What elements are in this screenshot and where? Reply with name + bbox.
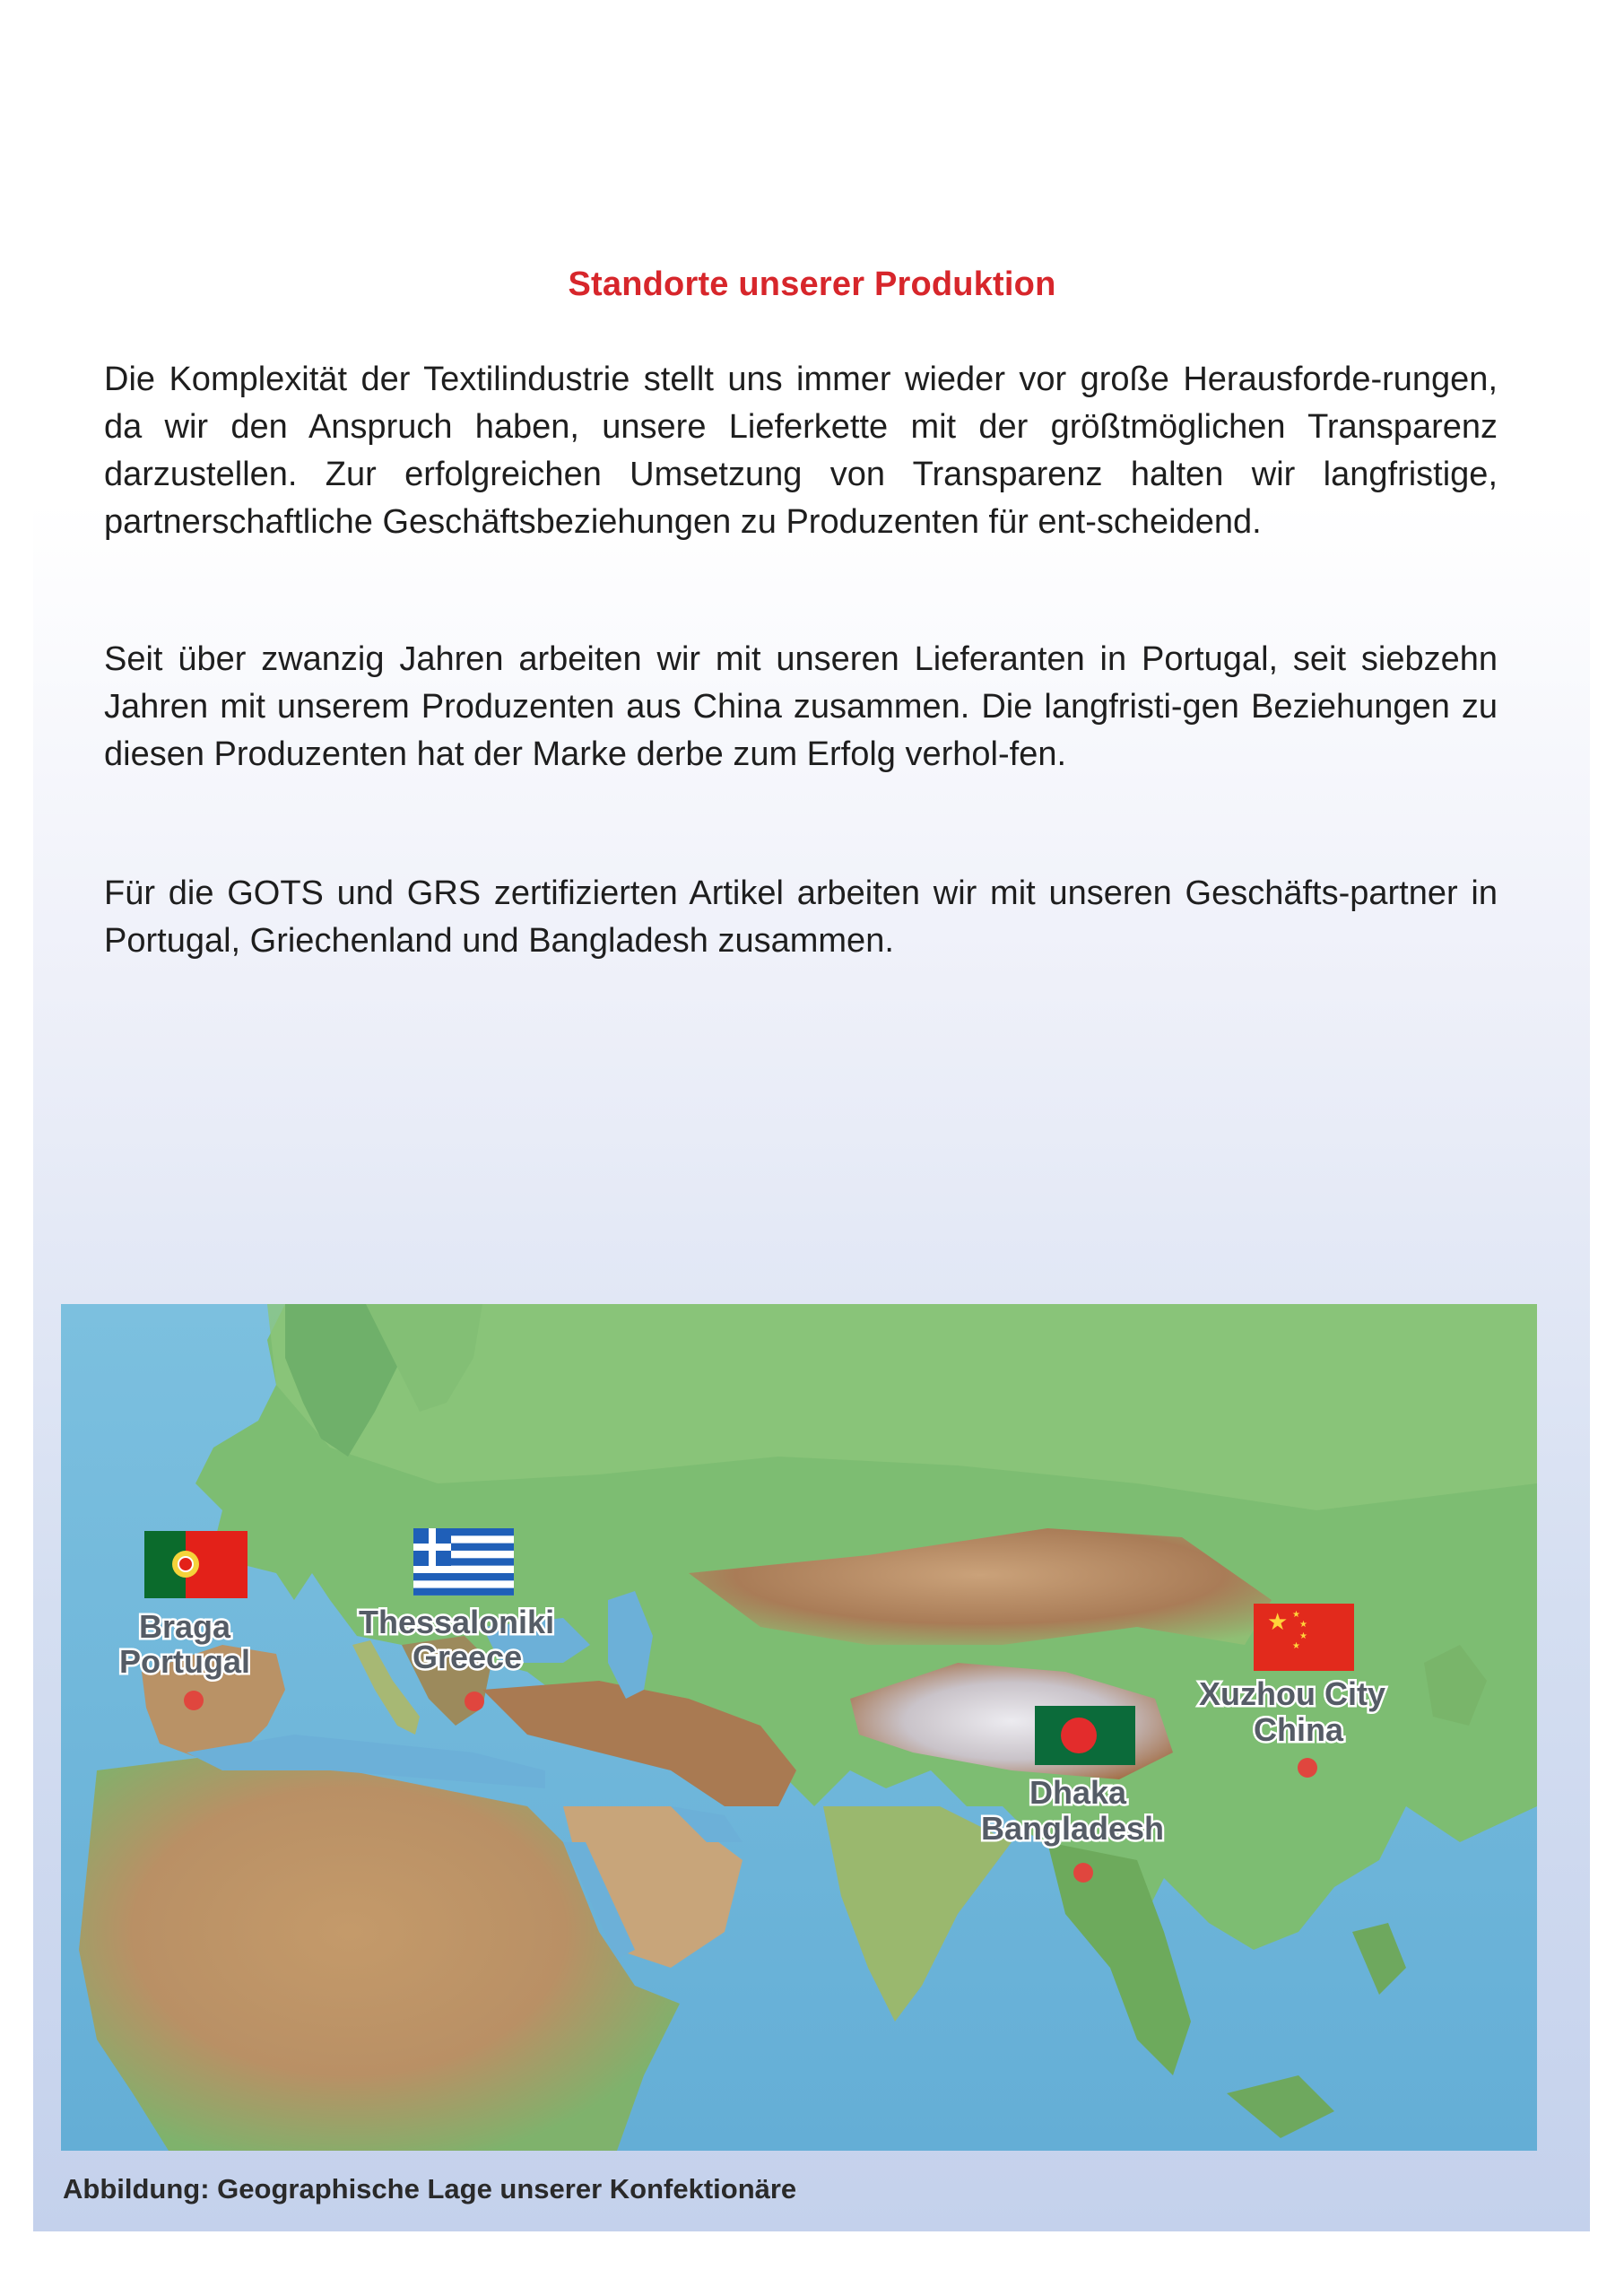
braga-label: Braga xyxy=(139,1608,231,1645)
page-title: Standorte unserer Produktion xyxy=(568,265,1056,303)
figure-caption: Abbildung: Geographische Lage unserer Konfektionäre xyxy=(63,2173,797,2205)
production-map xyxy=(61,1304,1537,2151)
portugal-label: Portugal xyxy=(119,1643,251,1680)
braga-marker xyxy=(184,1691,204,1710)
portugal-flag xyxy=(144,1531,248,1598)
map-terrain xyxy=(61,1304,1537,2151)
china-label: China xyxy=(1254,1711,1344,1748)
paragraph-history: Seit über zwanzig Jahren arbeiten wir mit unseren Lieferanten in Portugal, seit siebzehn Jahren mit unserem Produzenten aus China zusammen. Die langfristi-gen Beziehungen zu diesen Produzenten hat der Marke derbe zum Erfolg verhol-fen. xyxy=(104,640,1498,773)
svg-text:★: ★ xyxy=(1292,1610,1300,1620)
bangladesh-flag xyxy=(1035,1706,1135,1765)
thessaloniki-label: Thessaloniki xyxy=(359,1604,555,1640)
paragraph-certified: Für die GOTS und GRS zertifizierten Artikel arbeiten wir mit unseren Geschäfts-partner in Portugal, Griechenland und Bangladesh zusammen. xyxy=(104,874,1498,960)
svg-text:★: ★ xyxy=(1292,1641,1300,1651)
greece-flag xyxy=(413,1528,514,1596)
greece-label: Greece xyxy=(413,1639,523,1675)
dhaka-marker xyxy=(1073,1863,1093,1883)
xuzhou-label: Xuzhou City xyxy=(1199,1675,1385,1712)
svg-text:★: ★ xyxy=(1299,1620,1307,1630)
paragraph-intro: Die Komplexität der Textilindustrie stellt uns immer wieder vor große Herausforde-rungen, da wir den Anspruch haben, unsere Lieferkette mit der größtmöglichen Transparenz darzustellen. Zur erfolgreichen Umsetzung von Transparenz halten wir langfristige, partnerschaftliche Geschäftsbeziehungen zu Produzenten für ent-scheidend. xyxy=(104,361,1498,541)
china-flag xyxy=(1254,1604,1354,1671)
svg-text:★: ★ xyxy=(1267,1609,1289,1636)
xuzhou-marker xyxy=(1298,1758,1317,1778)
thessaloniki-marker xyxy=(465,1692,484,1711)
svg-text:★: ★ xyxy=(1299,1631,1307,1641)
dhaka-label: Dhaka xyxy=(1029,1774,1127,1811)
bangladesh-label: Bangladesh xyxy=(981,1810,1165,1847)
